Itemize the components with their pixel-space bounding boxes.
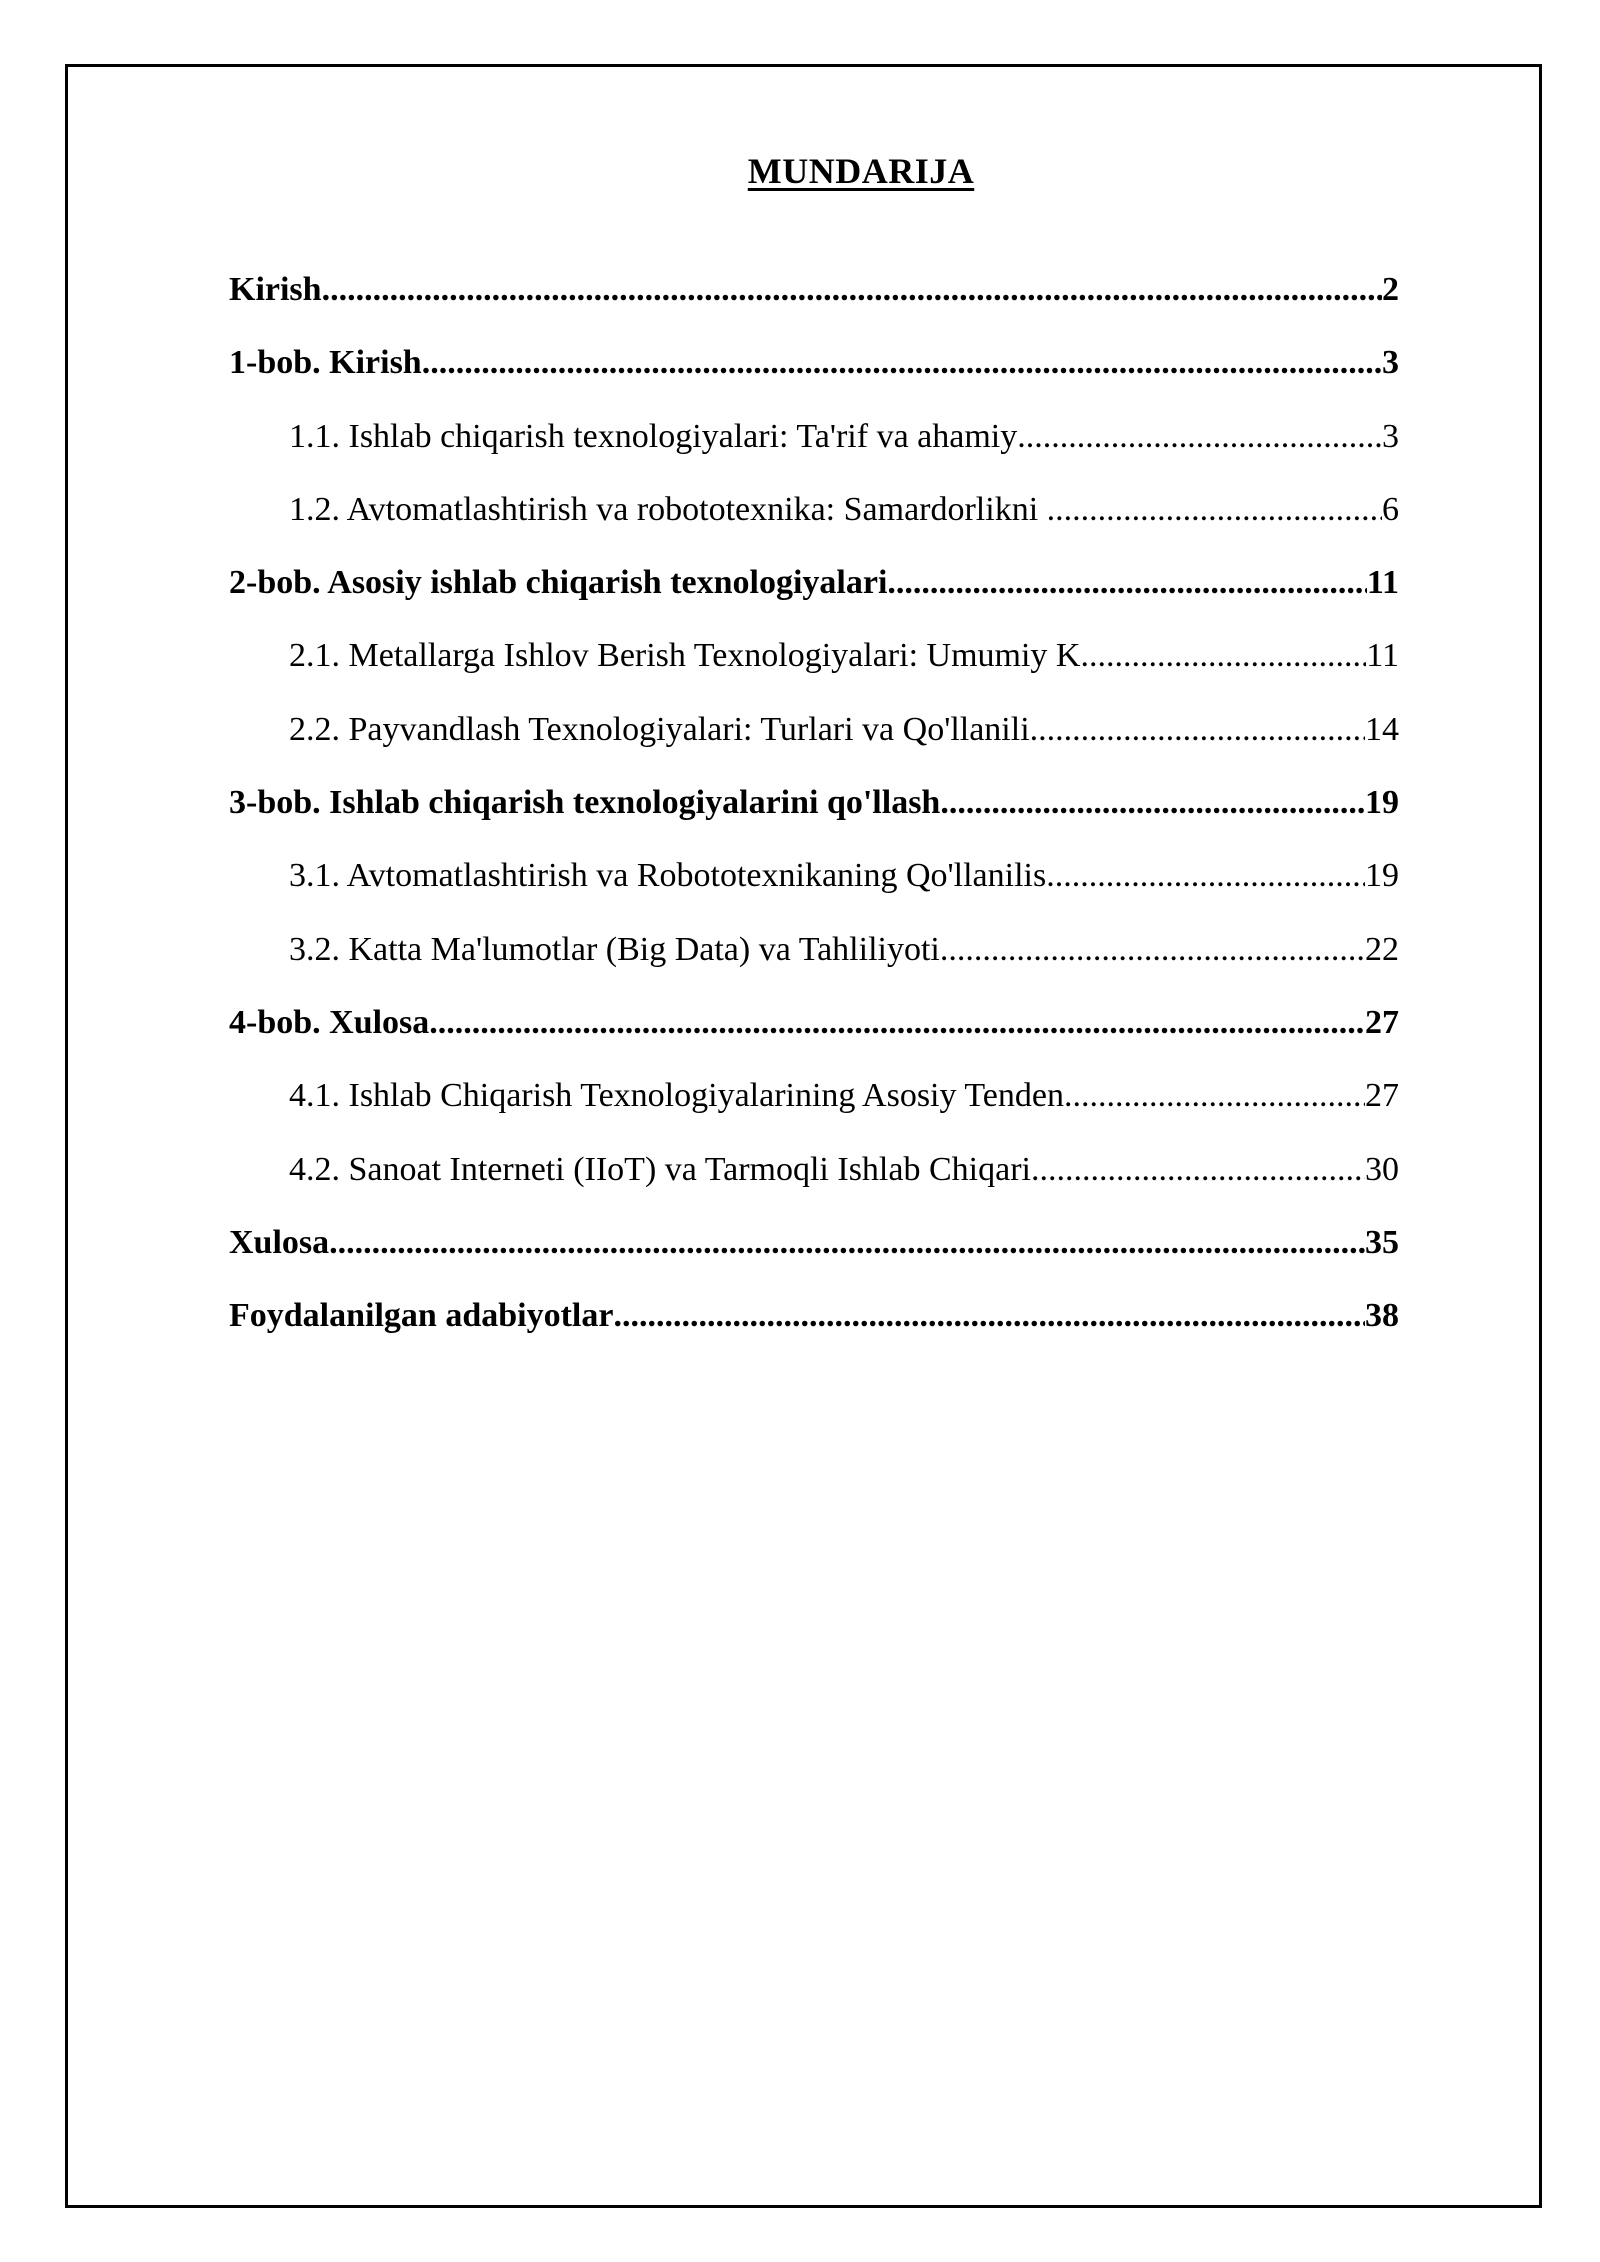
toc-page-number: 6 — [1382, 490, 1399, 528]
toc-entry-kirish[interactable] — [229, 262, 1399, 335]
toc-leader-dots — [322, 262, 1382, 318]
toc-entry-section-3-2[interactable] — [229, 922, 1399, 995]
toc-page-number: 2 — [1382, 271, 1399, 308]
toc-entry-text: 1.1. Ishlab chiqarish texnologiyalari: Ta'rif va ahamiy — [289, 417, 1018, 455]
toc-entry-text: Xulosa — [229, 1223, 330, 1261]
toc-entry-section-1-2[interactable] — [229, 482, 1399, 555]
toc-entry-text: 2.1. Metallarga Ishlov Berish Texnologiyalari: Umumiy K — [289, 637, 1081, 675]
toc-page-number: 27 — [1365, 1077, 1399, 1115]
toc-page-number: 22 — [1365, 930, 1399, 968]
toc-leader-dots — [887, 555, 1366, 611]
toc-page-number: 11 — [1366, 637, 1399, 675]
toc-entry-chapter-4[interactable] — [229, 995, 1399, 1068]
toc-entry-chapter-1[interactable] — [229, 335, 1399, 408]
toc-entry-section-4-1[interactable] — [229, 1068, 1399, 1141]
toc-entry-text: 1.2. Avtomatlashtirish va robototexnika: Samardorlikni — [289, 490, 1047, 528]
toc-leader-dots — [422, 335, 1382, 391]
toc-page-number: 11 — [1366, 564, 1399, 602]
toc-page-number: 19 — [1365, 857, 1399, 895]
toc-entry-text: 4.1. Ishlab Chiqarish Texnologiyalarining Asosiy Tenden — [289, 1077, 1064, 1115]
toc-leader-dots — [1047, 482, 1382, 538]
toc-leader-dots — [329, 1215, 1365, 1271]
toc-entry-text: 1-bob. Kirish — [229, 344, 422, 382]
toc-entry-text: Kirish — [229, 271, 322, 308]
toc-page-number: 38 — [1365, 1297, 1399, 1335]
toc-leader-dots — [613, 1288, 1365, 1344]
toc-leader-dots — [429, 995, 1365, 1051]
toc-entry-text: 2-bob. Asosiy ishlab chiqarish texnologiyalari — [229, 564, 888, 602]
toc-entry-section-2-1[interactable] — [229, 628, 1399, 701]
toc-leader-dots — [1030, 702, 1365, 758]
toc-leader-dots — [940, 922, 1365, 978]
toc-entry-text: 4-bob. Xulosa — [229, 1003, 430, 1041]
toc-entry-text: 3.1. Avtomatlashtirish va Robototexnikaning Qo'llanilis — [289, 857, 1047, 895]
toc-entry-text: 4.2. Sanoat Interneti (IIoT) va Tarmoqli Ishlab Chiqari — [289, 1150, 1031, 1188]
toc-leader-dots — [1046, 848, 1365, 904]
toc-page-number: 3 — [1382, 344, 1399, 382]
toc-entry-text: Foydalanilgan adabiyotlar — [229, 1297, 614, 1335]
toc-page-number: 3 — [1382, 417, 1399, 455]
toc-entry-section-3-1[interactable] — [229, 848, 1399, 921]
toc-entry-text: 3.2. Katta Ma'lumotlar (Big Data) va Tahliliyoti — [289, 930, 940, 968]
toc-page-number: 35 — [1365, 1223, 1399, 1261]
toc-entry-text: 2.2. Payvandlash Texnologiyalari: Turlari va Qo'llanili — [289, 710, 1030, 748]
toc-page-number: 30 — [1365, 1150, 1399, 1188]
toc-entry-section-1-1[interactable] — [229, 409, 1399, 482]
toc-leader-dots — [1031, 1142, 1365, 1198]
toc-leader-dots — [1064, 1068, 1365, 1124]
toc-entry-section-4-2[interactable] — [229, 1142, 1399, 1215]
toc-entry-references[interactable] — [229, 1288, 1399, 1361]
toc-page-number: 27 — [1365, 1003, 1399, 1041]
toc-leader-dots — [1080, 628, 1366, 684]
toc-leader-dots — [940, 775, 1365, 831]
toc-entry-section-2-2[interactable] — [229, 702, 1399, 775]
toc-leader-dots — [1017, 409, 1382, 465]
toc-page-number: 14 — [1365, 710, 1399, 748]
table-of-contents — [229, 262, 1399, 1361]
page-title: MUNDARIJA — [747, 151, 975, 191]
toc-entry-xulosa[interactable] — [229, 1215, 1399, 1288]
toc-entry-chapter-2[interactable] — [229, 555, 1399, 628]
toc-entry-chapter-3[interactable] — [229, 775, 1399, 848]
toc-page-number: 19 — [1365, 784, 1399, 822]
toc-entry-text: 3-bob. Ishlab chiqarish texnologiyalarini qo'llash — [229, 784, 941, 822]
